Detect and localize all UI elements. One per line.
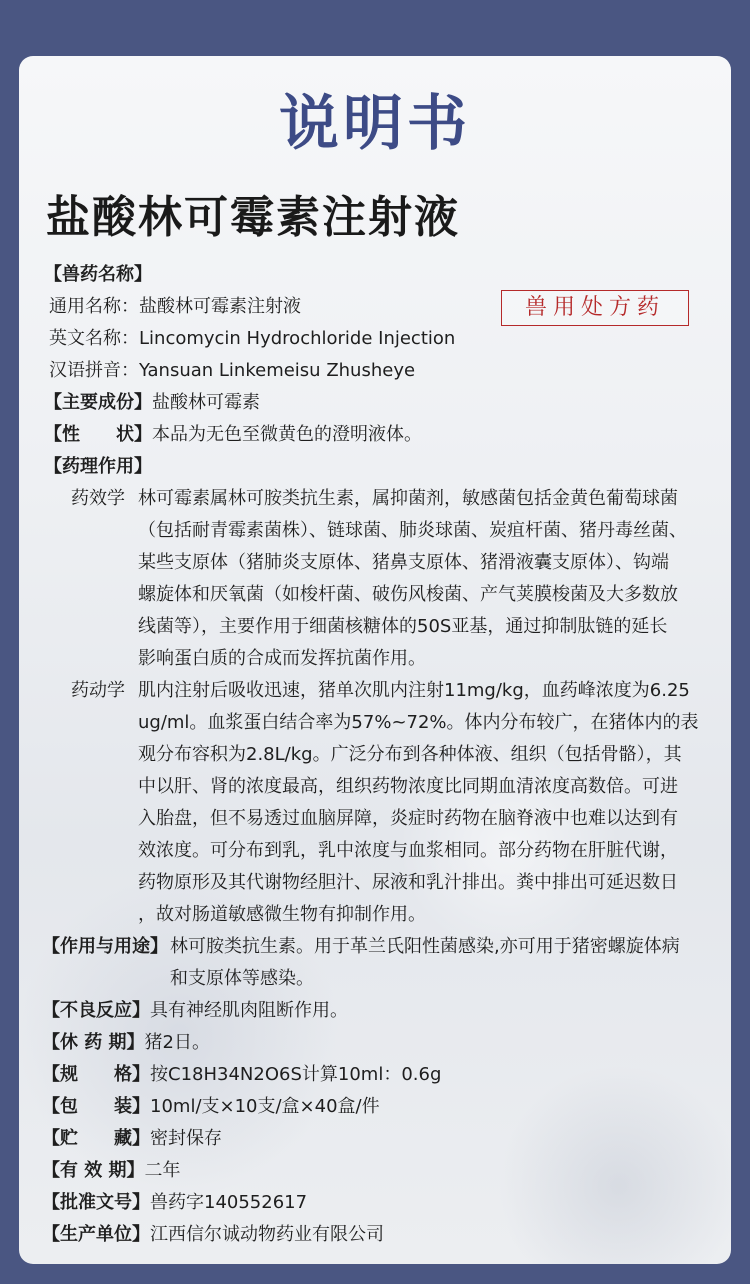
adverse-row (42, 1000, 348, 1022)
ingredient-label: 【主要成份】 (44, 392, 152, 413)
package-label: 【包 装】 (42, 1096, 150, 1117)
english-name-value: Lincomycin Hydrochloride Injection (139, 328, 456, 349)
property-row (44, 424, 422, 446)
pharmacokinetics-text (138, 675, 716, 931)
pharmacodynamics-label: 药效学 (71, 488, 125, 509)
pk-line: ，故对肠道敏感微生物有抑制作用。 (138, 904, 426, 925)
instruction-card (19, 56, 731, 1264)
spec-value: 按C18H34N2O6S计算10ml：0.6g (150, 1064, 442, 1085)
pharmacology-heading (44, 456, 152, 478)
pd-line: 林可霉素属林可胺类抗生素，属抑菌剂，敏感菌包括金黄色葡萄球菌 (138, 488, 678, 509)
pharmacokinetics-label: 药动学 (71, 680, 125, 701)
pd-line: （包括耐青霉素菌株）、链球菌、肺炎球菌、炭疽杆菌、猪丹毒丝菌、 (138, 520, 687, 541)
ingredient-row (44, 392, 260, 414)
storage-row (42, 1128, 222, 1150)
withdrawal-row (42, 1032, 210, 1054)
page-title: 说明书 (279, 89, 471, 159)
pd-line: 某些支原体（猪肺炎支原体、猪鼻支原体、猪滑液囊支原体）、钩端 (138, 552, 669, 573)
approval-label: 【批准文号】 (42, 1192, 150, 1213)
property-label: 【性 状】 (44, 424, 152, 445)
maker-value: 江西信尔诚动物药业有限公司 (150, 1224, 384, 1245)
pk-line: 中以肝、肾的浓度最高，组织药物浓度比同期血清浓度高数倍。可进 (138, 776, 678, 797)
pd-line: 线菌等），主要作用于细菌核糖体的50S亚基，通过抑制肽链的延长 (138, 616, 668, 637)
validity-value: 二年 (144, 1160, 181, 1181)
validity-label: 【有 效 期】 (42, 1160, 145, 1181)
pharmacology-label: 【药理作用】 (44, 456, 152, 477)
pharmacodynamics-text (138, 483, 716, 675)
spec-label: 【规 格】 (42, 1064, 150, 1085)
pinyin-row (49, 360, 415, 382)
maker-row (42, 1224, 384, 1246)
pinyin-value: Yansuan Linkemeisu Zhusheye (139, 360, 416, 381)
validity-row (42, 1160, 181, 1182)
pk-line: 药物原形及其代谢物经胆汁、尿液和乳汁排出。粪中排出可延迟数日 (138, 872, 678, 893)
adverse-label: 【不良反应】 (42, 1000, 150, 1021)
generic-name-label: 通用名称： (49, 296, 139, 317)
english-name-label: 英文名称： (49, 328, 139, 349)
usage-line: 林可胺类抗生素。用于革兰氏阳性菌感染,亦可用于猪密螺旋体病 (170, 936, 680, 957)
adverse-value: 具有神经肌肉阻断作用。 (150, 1000, 348, 1021)
maker-label: 【生产单位】 (42, 1224, 150, 1245)
package-value: 10ml/支×10支/盒×40盒/件 (150, 1096, 380, 1117)
package-row (42, 1096, 380, 1118)
pk-line: 观分布容积为2.8L/kg。广泛分布到各种体液、组织（包括骨骼），其 (138, 744, 682, 765)
pk-line: 效浓度。可分布到乳，乳中浓度与血浆相同。部分药物在肝脏代谢， (138, 840, 678, 861)
vet-name-heading (44, 264, 152, 286)
usage-text (170, 931, 730, 995)
pk-line: 肌内注射后吸收迅速，猪单次肌内注射11mg/kg，血药峰浓度为6.25 (138, 680, 690, 701)
pd-line: 螺旋体和厌氧菌（如梭杆菌、破伤风梭菌、产气荚膜梭菌及大多数放 (138, 584, 678, 605)
pd-line: 影响蛋白质的合成而发挥抗菌作用。 (138, 648, 426, 669)
pk-line: 入胎盘，但不易透过血脑屏障，炎症时药物在脑脊液中也难以达到有 (138, 808, 678, 829)
usage-line: 和支原体等感染。 (170, 968, 314, 989)
product-name: 盐酸林可霉素注射液 (46, 192, 460, 243)
english-name-row (49, 328, 455, 350)
storage-value: 密封保存 (150, 1128, 222, 1149)
pk-line: ug/ml。血浆蛋白结合率为57%~72%。体内分布较广，在猪体内的表 (138, 712, 699, 733)
property-value: 本品为无色至微黄色的澄明液体。 (152, 424, 422, 445)
withdrawal-value: 猪2日。 (144, 1032, 210, 1053)
vet-name-label: 【兽药名称】 (44, 264, 152, 285)
storage-label: 【贮 藏】 (42, 1128, 150, 1149)
pinyin-label: 汉语拼音： (49, 360, 139, 381)
usage-label: 【作用与用途】 (42, 936, 168, 957)
approval-row (42, 1192, 307, 1214)
withdrawal-label: 【休 药 期】 (42, 1032, 145, 1053)
rx-badge: 兽用处方药 (501, 290, 689, 326)
generic-name-value: 盐酸林可霉素注射液 (139, 296, 301, 317)
approval-value: 兽药字140552617 (150, 1192, 308, 1213)
spec-row (42, 1064, 441, 1086)
ingredient-value: 盐酸林可霉素 (152, 392, 260, 413)
generic-name-row (49, 296, 301, 318)
